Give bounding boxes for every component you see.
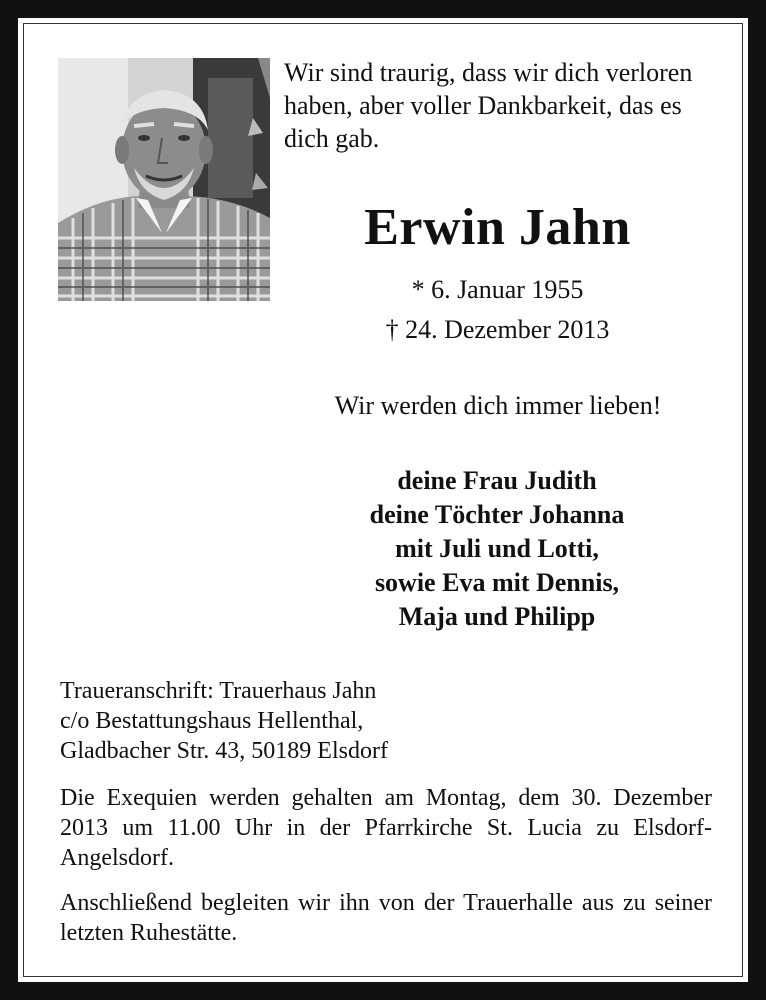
life-dates bbox=[270, 270, 725, 350]
service-line: Angelsdorf. bbox=[60, 845, 174, 871]
family-line: mit Juli und Lotti, bbox=[395, 534, 599, 563]
intro-line: haben, aber voller Dankbarkeit, das es bbox=[284, 91, 682, 120]
mourning-address bbox=[60, 676, 388, 766]
death-date: † 24. Dezember 2013 bbox=[385, 315, 610, 344]
family-line: deine Töchter Johanna bbox=[369, 500, 625, 529]
intro-text bbox=[284, 56, 724, 155]
service-line: Die Exequien werden gehalten am Montag, dem 30. Dezember bbox=[60, 785, 712, 811]
family-line: deine Frau Judith bbox=[397, 466, 597, 495]
address-line: c/o Bestattungshaus Hellenthal, bbox=[60, 708, 364, 734]
service-info bbox=[60, 783, 712, 873]
motto: Wir werden dich immer lieben! bbox=[334, 391, 662, 420]
family-line: sowie Eva mit Dennis, bbox=[374, 568, 620, 597]
service-line: 2013 um 11.00 Uhr in der Pfarrkirche St. Lucia zu Elsdorf- bbox=[60, 815, 712, 841]
burial-info bbox=[60, 888, 712, 948]
burial-line: letzten Ruhestätte. bbox=[60, 920, 238, 946]
intro-line: Wir sind traurig, dass wir dich verloren bbox=[284, 58, 693, 87]
portrait-photo bbox=[58, 58, 270, 301]
deceased-name: Erwin Jahn bbox=[364, 199, 631, 256]
burial-line: Anschließend begleiten wir ihn von der Trauerhalle aus zu seiner bbox=[60, 890, 712, 916]
intro-line: dich gab. bbox=[284, 124, 380, 153]
address-line: Gladbacher Str. 43, 50189 Elsdorf bbox=[60, 738, 388, 764]
family-line: Maja und Philipp bbox=[398, 602, 596, 631]
address-line: Traueranschrift: Trauerhaus Jahn bbox=[60, 678, 377, 704]
family-signature bbox=[252, 464, 742, 634]
birth-date: * 6. Januar 1955 bbox=[411, 275, 584, 304]
